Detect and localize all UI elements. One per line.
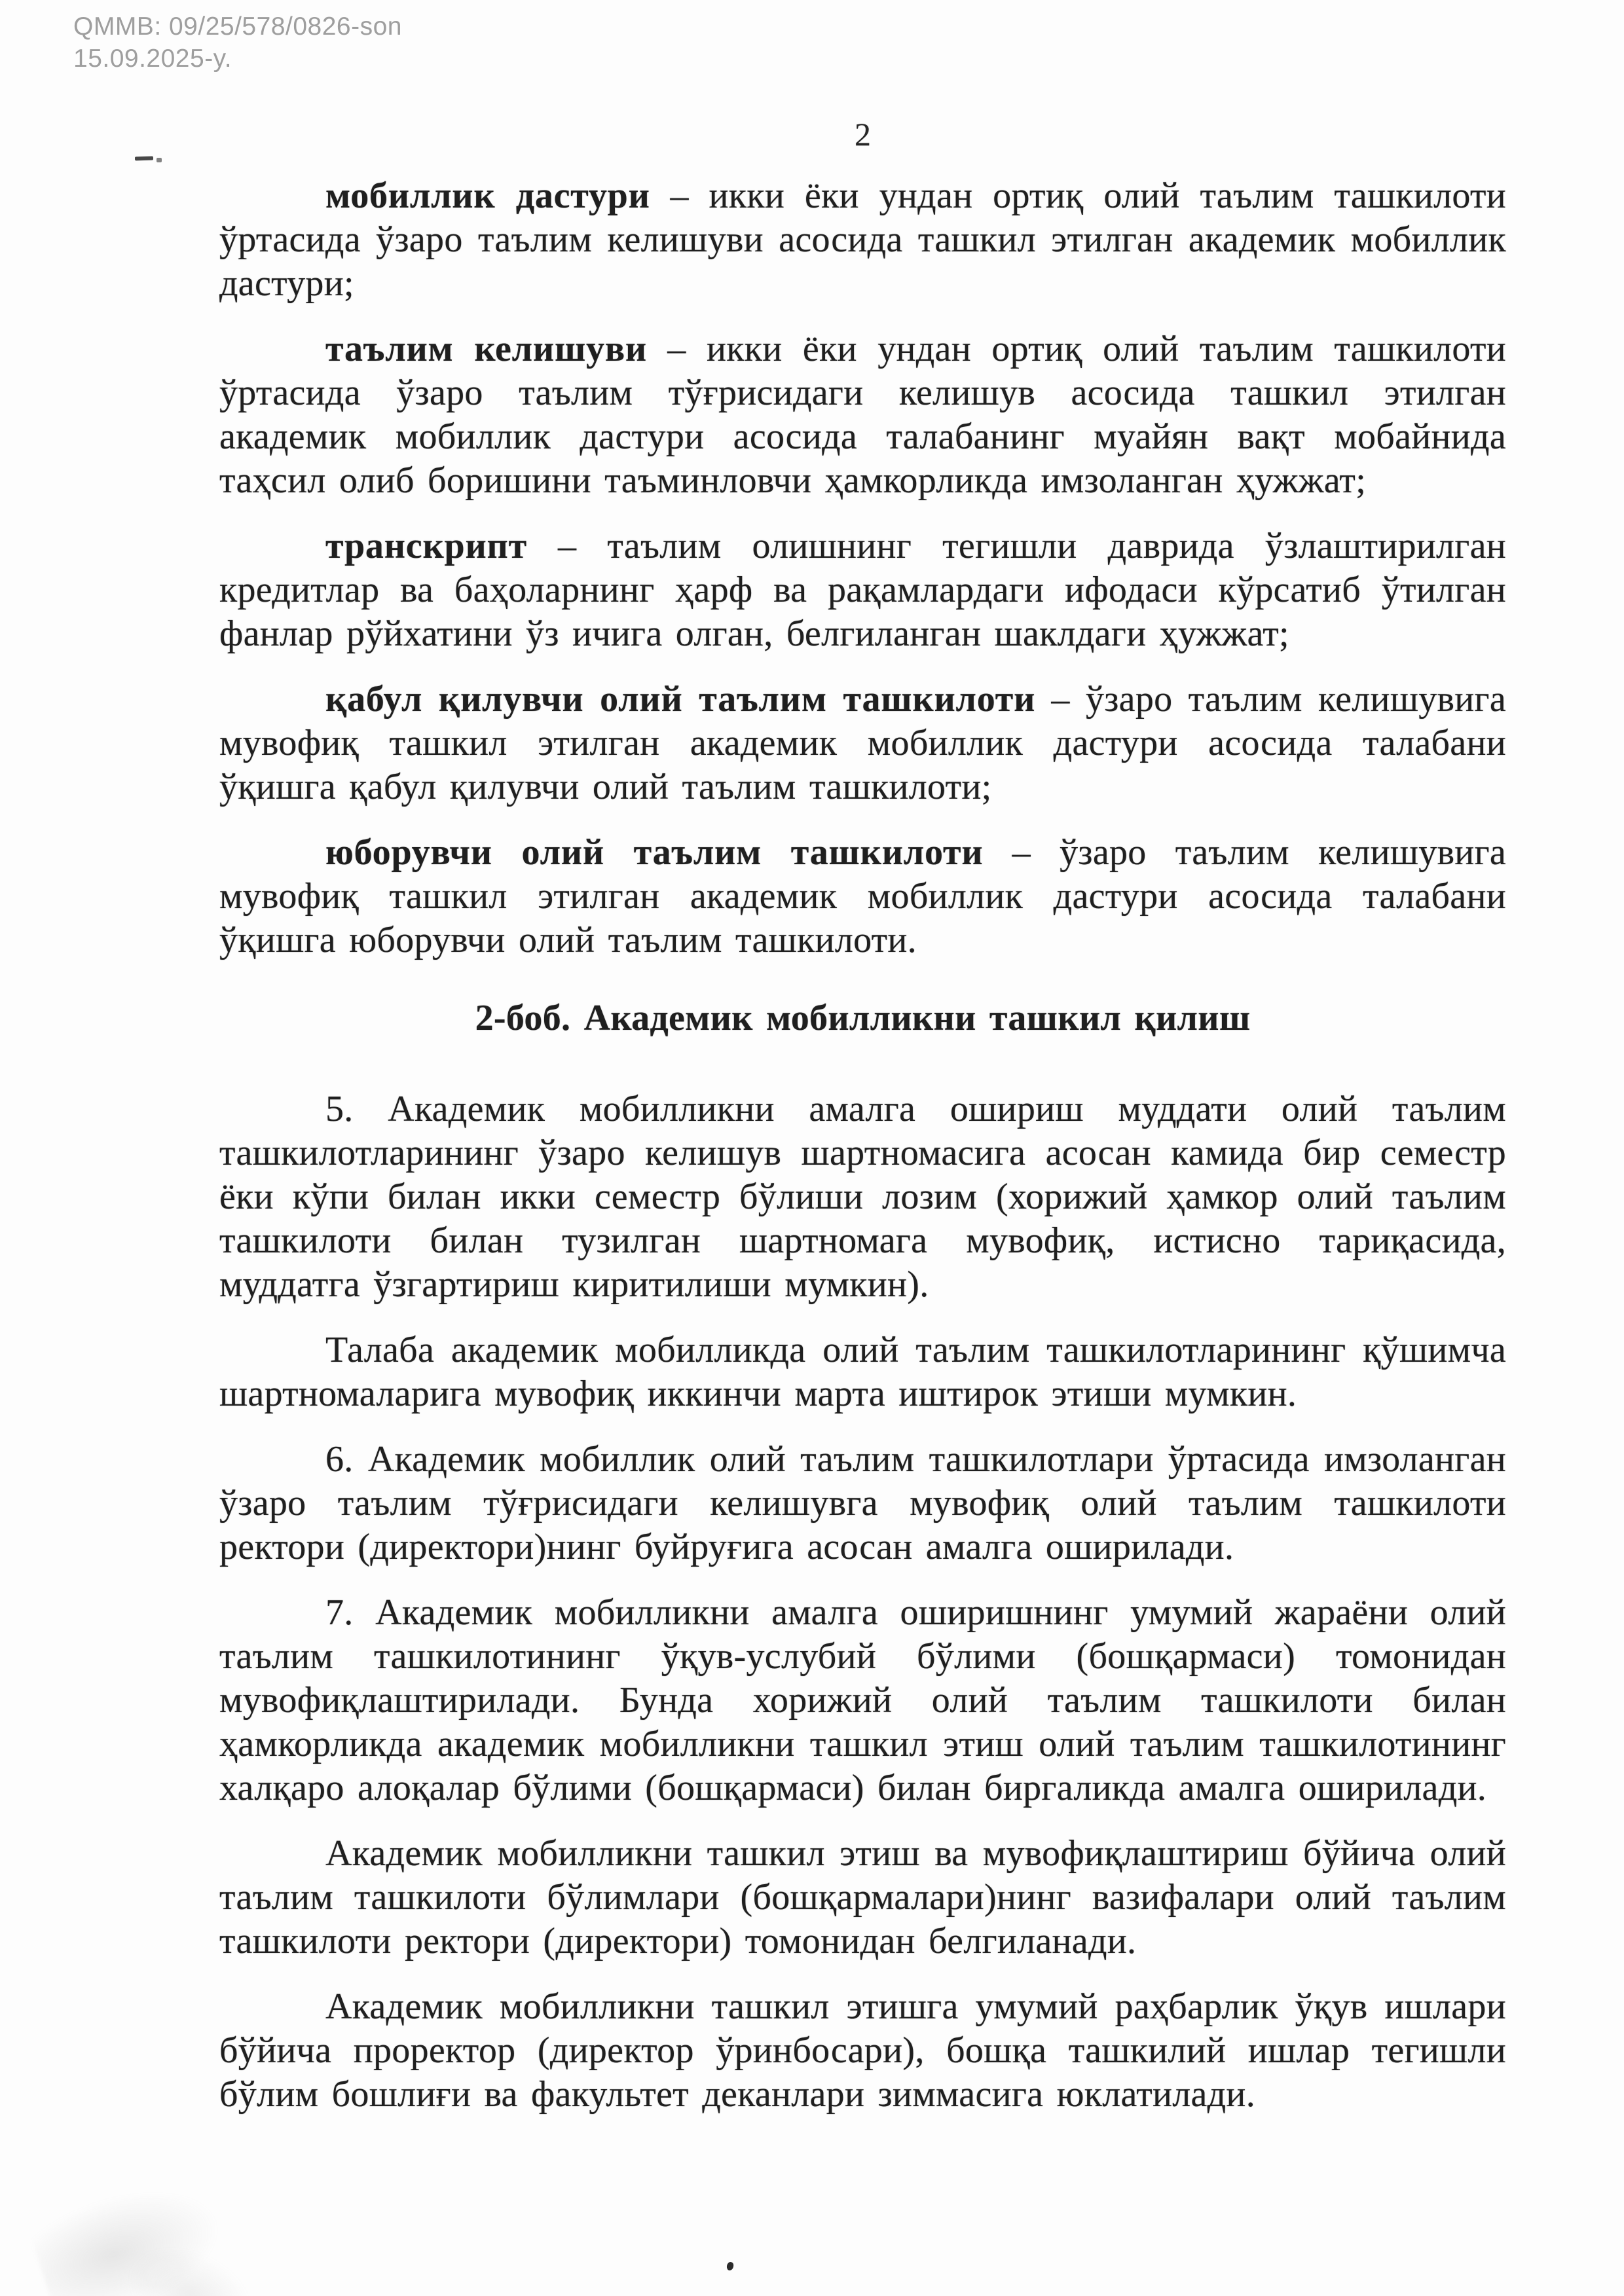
definition-paragraph bbox=[219, 327, 1506, 503]
definition-term: мобиллик дастури bbox=[325, 175, 650, 216]
page-number: 2 bbox=[855, 116, 871, 153]
document-body bbox=[219, 174, 1506, 2138]
definition-paragraph bbox=[219, 678, 1506, 809]
body-paragraph: Талаба академик мобилликда олий таълим ташкилотларининг қўшимча шартномаларига мувофиқ иккинчи марта иштирок этиши мумкин. bbox=[219, 1330, 1506, 1414]
scan-dash-artifact bbox=[135, 156, 153, 161]
scan-header bbox=[73, 10, 402, 75]
definition-paragraph bbox=[219, 831, 1506, 962]
body-paragraph: 5. Академик мобилликни амалга ошириш муддати олий таълим ташкилотларининг ўзаро келишув шартномасига асосан камида бир семестр ёки кўпи билан икки семестр бўлиши лозим (хорижий ҳамкор олий таълим ташкилоти билан тузилган шартномага мувофиқ, истисно тариқасида, муддатга ўзгартириш киритилиши мумкин). bbox=[219, 1089, 1506, 1305]
definition-text: – таълим олишнинг тегишли даврида ўзлаштирилган кредитлар ва баҳоларнинг ҳарф ва рақамлардаги ифодаси кўрсатиб ўтилган фанлар рўйхатини ўз ичига олган, белгиланган шаклдаги ҳужжат; bbox=[219, 526, 1506, 654]
body-paragraph: 7. Академик мобилликни амалга оширишнинг умумий жараёни олий таълим ташкилотининг ўқув-услубий бўлими (бошқармаси) томонидан мувофиқлаштирилади. Бунда хорижий олий таълим ташкилоти билан ҳамкорликда академик мобилликни ташкил этиш олий таълим ташкилотининг халқаро алоқалар бўлими (бошқармаси) билан биргаликда амалга оширилади. bbox=[219, 1592, 1506, 1808]
definition-term: қабул қилувчи олий таълим ташкилоти bbox=[325, 679, 1036, 720]
body-paragraph: Академик мобилликни ташкил этиш ва мувофиқлаштириш бўйича олий таълим ташкилоти бўлимлари (бошқармалари)нинг вазифалари олий таълим ташкилоти ректори (директори) томонидан белгиланади. bbox=[219, 1833, 1506, 1961]
definition-paragraph bbox=[219, 524, 1506, 656]
definition-term: таълим келишуви bbox=[325, 329, 647, 369]
definition-text: – икки ёки ундан ортиқ олий таълим ташкилоти ўртасида ўзаро таълим келишуви асосида ташкил этилган академик мобиллик дастури; bbox=[219, 175, 1507, 304]
definition-term: юборувчи олий таълим ташкилоти bbox=[325, 832, 984, 873]
body-paragraph: 6. Академик мобиллик олий таълим ташкилотлари ўртасида имзоланган ўзаро таълим тўғрисидаги келишувга мувофиқ олий таълим ташкилоти ректори (директори)нинг буйруғига асосан амалга оширилади. bbox=[219, 1439, 1506, 1567]
body-paragraph: Академик мобилликни ташкил этишга умумий раҳбарлик ўқув ишлари бўйича проректор (директор ўринбосари), бошқа ташкилий ишлар тегишли бўлим бошлиғи ва факультет деканлари зиммасига юклатилади. bbox=[219, 1986, 1506, 2115]
ink-dot-artifact bbox=[726, 2261, 734, 2270]
document-date: 15.09.2025-y. bbox=[73, 45, 232, 73]
definition-paragraph bbox=[219, 174, 1506, 306]
chapter-heading: 2-боб. Академик мобилликни ташкил қилиш bbox=[475, 998, 1251, 1038]
definition-text: – ўзаро таълим келишувига мувофиқ ташкил этилган академик мобиллик дастури асосида талабани ўқишга юборувчи олий таълим ташкилоти. bbox=[219, 832, 1507, 960]
definition-text: – ўзаро таълим келишувига мувофиқ ташкил этилган академик мобиллик дастури асосида талабани ўқишга қабул қилувчи олий таълим ташкилоти; bbox=[219, 679, 1506, 807]
scan-dash-artifact-dot bbox=[157, 158, 162, 162]
definition-term: транскрипт bbox=[325, 526, 527, 566]
definition-text: – икки ёки ундан ортиқ олий таълим ташкилоти ўртасида ўзаро таълим тўғрисидаги келишув асосида ташкил этилган академик мобиллик дастури асосида талабанинг муайян вақт мобайнида таҳсил олиб боришини таъминловчи ҳамкорликда имзоланган ҳужжат; bbox=[219, 329, 1506, 501]
document-reference: QMMB: 09/25/578/0826-son bbox=[73, 12, 402, 41]
